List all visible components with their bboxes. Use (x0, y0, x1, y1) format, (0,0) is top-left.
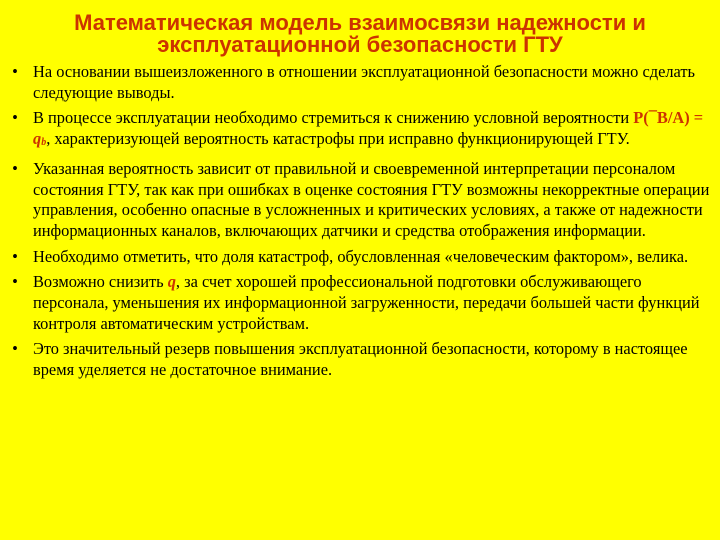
bullet-marker: • (12, 246, 18, 266)
bullet-item-1 (6, 62, 710, 103)
slide-title (18, 12, 702, 56)
probability-formula-prefix: P(¯B/A) = (633, 108, 704, 128)
bullet-list (6, 62, 710, 386)
bullet-marker: • (12, 158, 18, 178)
bullet-marker: • (12, 108, 18, 128)
bullet-item-3-text: Указанная вероятность зависит от правильной и своевременной интерпретации персоналом состояния ГТУ, так как при ошибках в оценке состояния ГТУ возможны некорректные операции управления, особенно опасные в усложненных и критических условиях, а также от надежности информационных каналов, включающих датчики и средства отображения информации. (33, 158, 710, 240)
slide-title-line-2: эксплуатационной безопасности ГТУ (157, 32, 563, 57)
bullet-item-4 (6, 247, 710, 268)
bullet-item-2 (6, 108, 710, 153)
probability-formula-subscript: b (41, 137, 47, 149)
bullet-item-1-text: На основании вышеизложенного в отношении эксплуатационной безопасности можно сделать следующие выводы. (33, 62, 696, 102)
bullet-item-2-text-before: В процессе эксплуатации необходимо стремиться к снижению условной вероятности (33, 108, 634, 128)
bullet-item-6-text: Это значительный резерв повышения эксплуатационной безопасности, которому в настоящее время уделяется не достаточное внимание. (33, 339, 688, 380)
variable-q: q (167, 272, 176, 292)
bullet-item-3 (6, 159, 710, 242)
bullet-marker: • (12, 62, 18, 81)
bullet-item-5-text-after: , за счет хорошей профессиональной подготовки обслуживающего персонала, уменьшения их информационной загруженности, передачи большей части функций контроля автоматическим устройствам. (33, 272, 700, 333)
slide-title-line-1: Математическая модель взаимосвязи надежности и (74, 10, 646, 35)
bullet-item-5-text-before: Возможно снизить (33, 272, 168, 292)
probability-formula-variable: q (33, 129, 42, 149)
bullet-marker: • (12, 339, 18, 359)
bullet-marker: • (12, 272, 18, 292)
bullet-item-4-text: Необходимо отметить, что доля катастроф, обусловленная «человеческим фактором», велика. (33, 246, 689, 266)
bullet-item-2-text-after: , характеризующей вероятность катастрофы при исправно функционирующей ГТУ. (46, 129, 630, 149)
bullet-item-5 (6, 272, 710, 334)
bullet-item-6 (6, 339, 710, 380)
